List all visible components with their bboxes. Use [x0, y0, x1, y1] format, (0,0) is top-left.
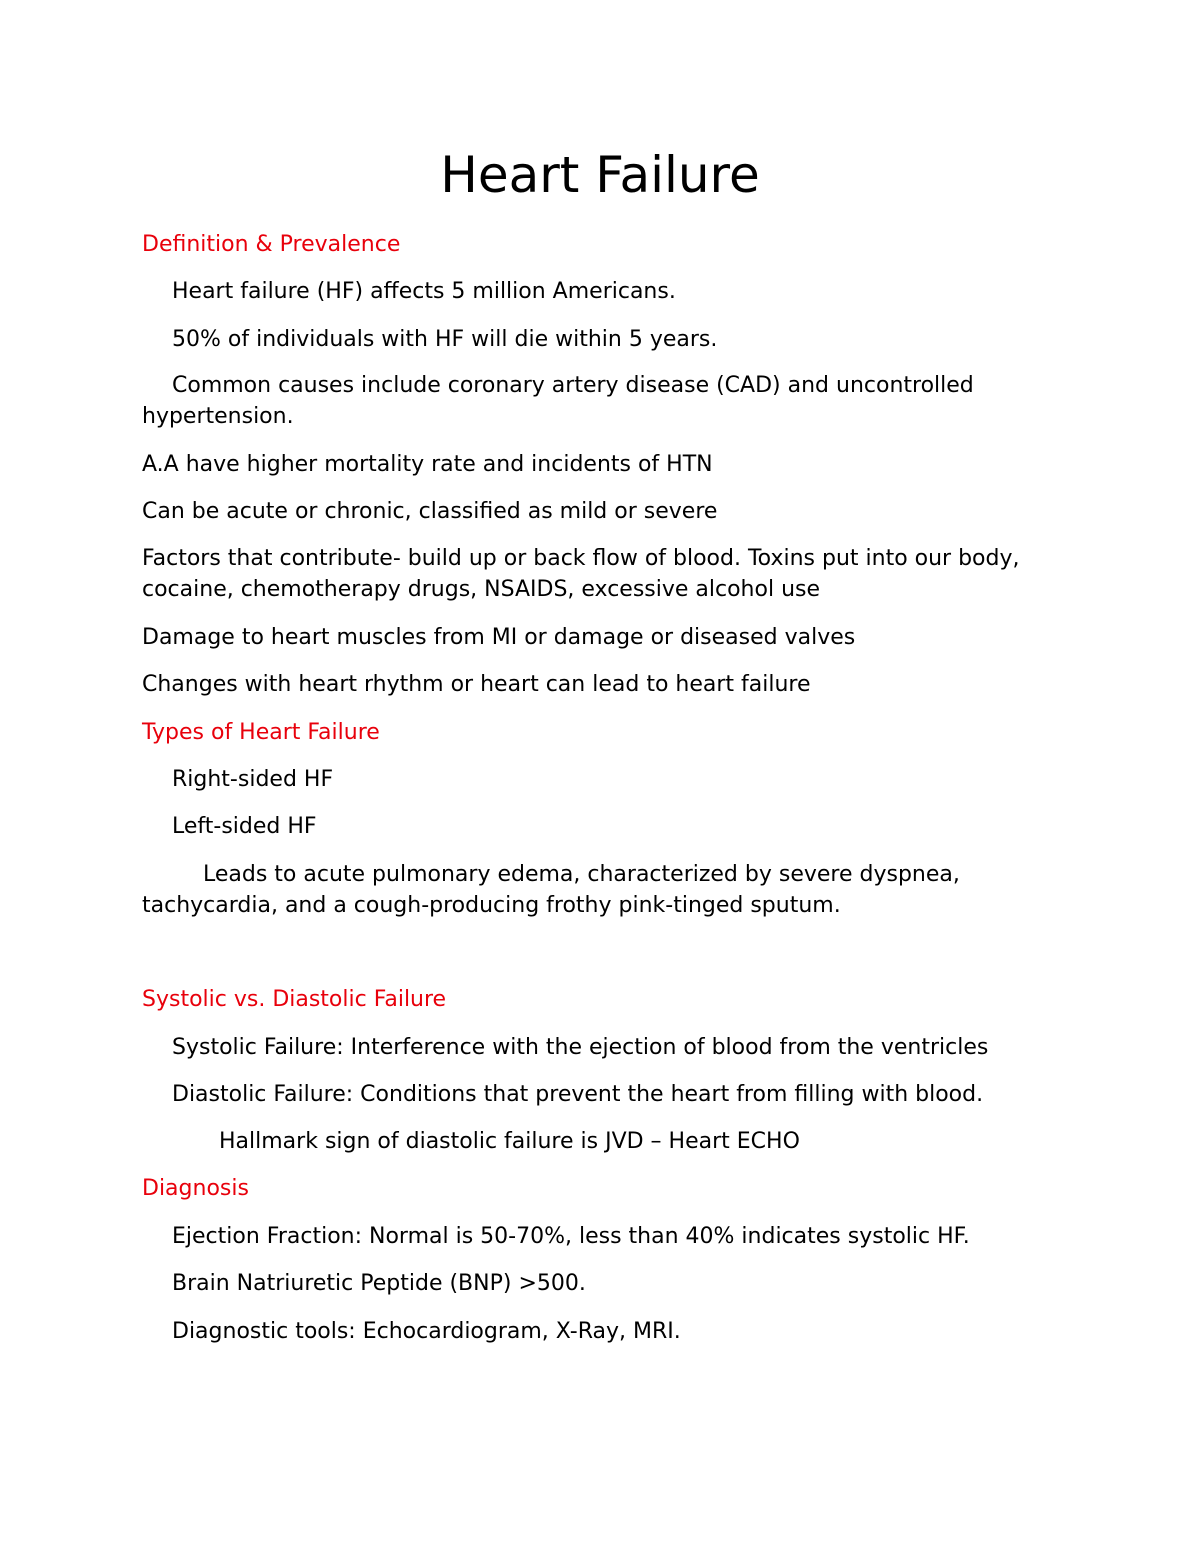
- paragraph: Ejection Fraction: Normal is 50-70%, less than 40% indicates systolic HF.: [172, 1224, 970, 1249]
- paragraph: Factors that contribute- build up or back flow of blood. Toxins put into our body, cocaine, chemotherapy drugs, NSAIDS, excessive alcohol use: [142, 546, 1020, 602]
- paragraph: Leads to acute pulmonary edema, characterized by severe dyspnea, tachycardia, and a cough-producing frothy pink-tinged sputum.: [142, 862, 960, 918]
- paragraph: Diagnostic tools: Echocardiogram, X-Ray, MRI.: [172, 1319, 681, 1344]
- section-heading-types: Types of Heart Failure: [142, 720, 380, 745]
- paragraph: 50% of individuals with HF will die within 5 years.: [172, 327, 718, 352]
- paragraph: Hallmark sign of diastolic failure is JVD – Heart ECHO: [219, 1129, 800, 1154]
- paragraph: Changes with heart rhythm or heart can lead to heart failure: [142, 672, 811, 697]
- paragraph: Can be acute or chronic, classified as mild or severe: [142, 499, 718, 524]
- paragraph: Common causes include coronary artery disease (CAD) and uncontrolled hypertension.: [142, 373, 974, 429]
- paragraph: Damage to heart muscles from MI or damage or diseased valves: [142, 625, 856, 650]
- paragraph: Heart failure (HF) affects 5 million Americans.: [172, 279, 676, 304]
- paragraph: Brain Natriuretic Peptide (BNP) >500.: [172, 1271, 586, 1296]
- paragraph: Right-sided HF: [172, 767, 334, 792]
- paragraph: A.A have higher mortality rate and incidents of HTN: [142, 452, 713, 477]
- section-heading-diagnosis: Diagnosis: [142, 1176, 249, 1201]
- page-title: Heart Failure: [440, 146, 760, 204]
- paragraph: Left-sided HF: [172, 814, 317, 839]
- paragraph: Diastolic Failure: Conditions that prevent the heart from filling with blood.: [172, 1082, 984, 1107]
- section-heading-systolic-diastolic: Systolic vs. Diastolic Failure: [142, 987, 447, 1012]
- section-heading-definition: Definition & Prevalence: [142, 232, 401, 257]
- paragraph: Systolic Failure: Interference with the ejection of blood from the ventricles: [172, 1035, 989, 1060]
